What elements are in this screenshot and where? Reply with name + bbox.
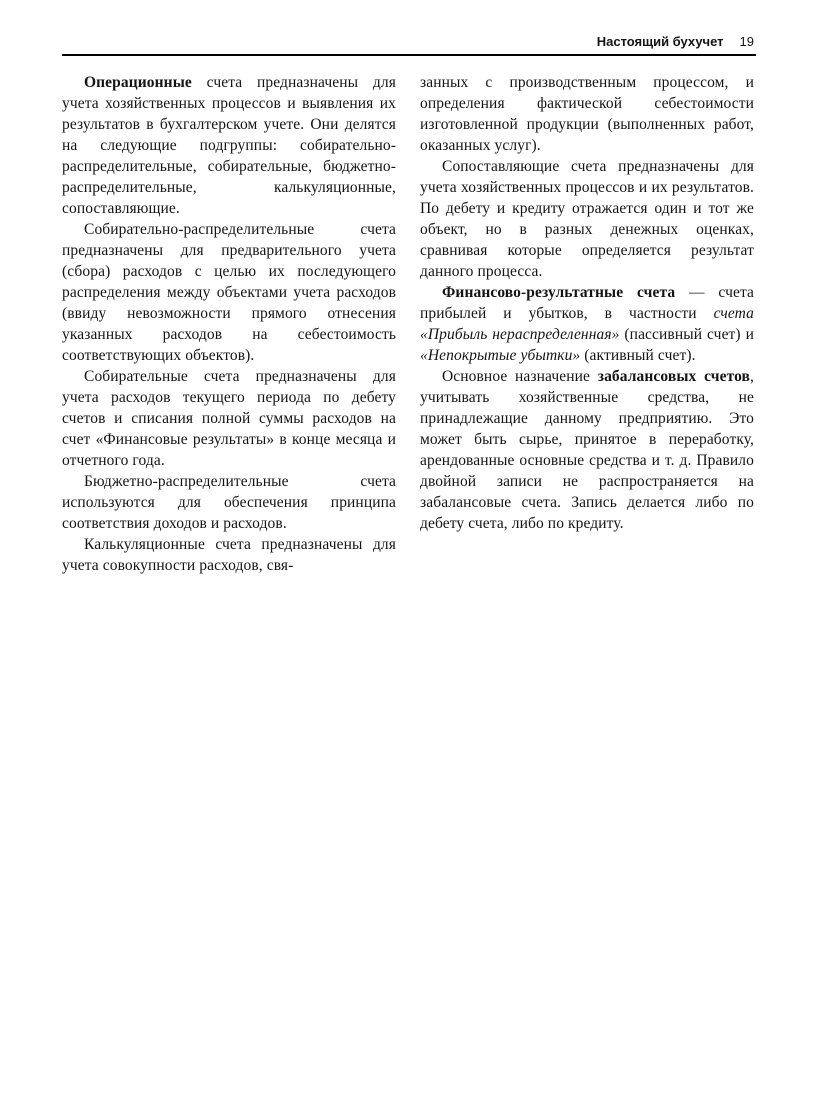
paragraph	[62, 72, 396, 219]
paragraph-text: Сопоставляющие счета предназначены для учета хозяйственных процессов и их результатов. По дебету и кредиту отражается один и тот же объект, но в разных денежных оценках, сравнивая которые определяется результат данного процесса.	[420, 158, 754, 280]
paragraph	[62, 534, 396, 576]
bold-term: забалансовых счетов	[597, 368, 751, 385]
header-title: Настоящий бухучет	[596, 34, 724, 49]
paragraph-text: занных с производственным процессом, и определения фактической себестоимости изготовленной продукции (выполненных работ, оказанных услуг).	[420, 74, 754, 154]
paragraph-text: , учитывать хозяйственные средства, не принадлежащие данному предприятию. Это может быть сырье, принятое в переработку, арендованные основные средства и т. д. Правило двойной записи не распространяется на забалансовые счета. Запись делается либо по дебету счета, либо по кредиту.	[420, 368, 754, 532]
italic-term: «Непокрытые убытки»	[420, 347, 581, 364]
left-column	[62, 72, 396, 576]
paragraph	[420, 366, 754, 534]
paragraph-text: Основное назначение	[442, 368, 598, 385]
paragraph	[62, 219, 396, 366]
paragraph-text: Собирательные счета предназначены для учета расходов текущего периода по дебету счетов и списания полной суммы расходов на счет «Финансовые результаты» в конце месяца и отчетного года.	[62, 368, 396, 469]
paragraph	[62, 471, 396, 534]
paragraph-continuation	[420, 72, 754, 156]
paragraph-text: — счета прибылей и убытков, в частности	[420, 284, 754, 322]
italic-term: счета «Прибыль нераспределенная»	[420, 305, 754, 343]
paragraph	[62, 366, 396, 471]
right-column	[420, 72, 754, 576]
bold-term: Операционные	[84, 74, 192, 91]
paragraph	[420, 156, 754, 282]
paragraph-text: Собирательно-распределительные счета предназначены для предварительного учета (сбора) расходов с целью их последующего распределения между объектами учета расходов (ввиду невозможности прямого отнесения указанных расходов на себестоимость соответствующих объектов).	[62, 221, 396, 364]
text-columns	[62, 72, 756, 576]
paragraph-text: Бюджетно-распределительные счета используются для обеспечения принципа соответствия доходов и расходов.	[62, 473, 396, 532]
bold-term: Финансово-результатные счета	[442, 284, 676, 301]
paragraph	[420, 282, 754, 366]
header-rule	[62, 54, 756, 56]
paragraph-text: Калькуляционные счета предназначены для учета совокупности расходов, свя-	[62, 536, 396, 574]
page-number: 19	[739, 34, 754, 49]
running-header	[62, 34, 756, 49]
paragraph-text: (пассивный счет) и	[619, 326, 754, 343]
paragraph-text: счета предназначены для учета хозяйственных процессов и выявления их результатов в бухгалтерском учете. Они делятся на следующие подгруппы: собирательно-распределительные, собирательные, бюджетно-распределительные, калькуляционные, сопоставляющие.	[62, 74, 396, 217]
paragraph-text: (активный счет).	[580, 347, 696, 364]
